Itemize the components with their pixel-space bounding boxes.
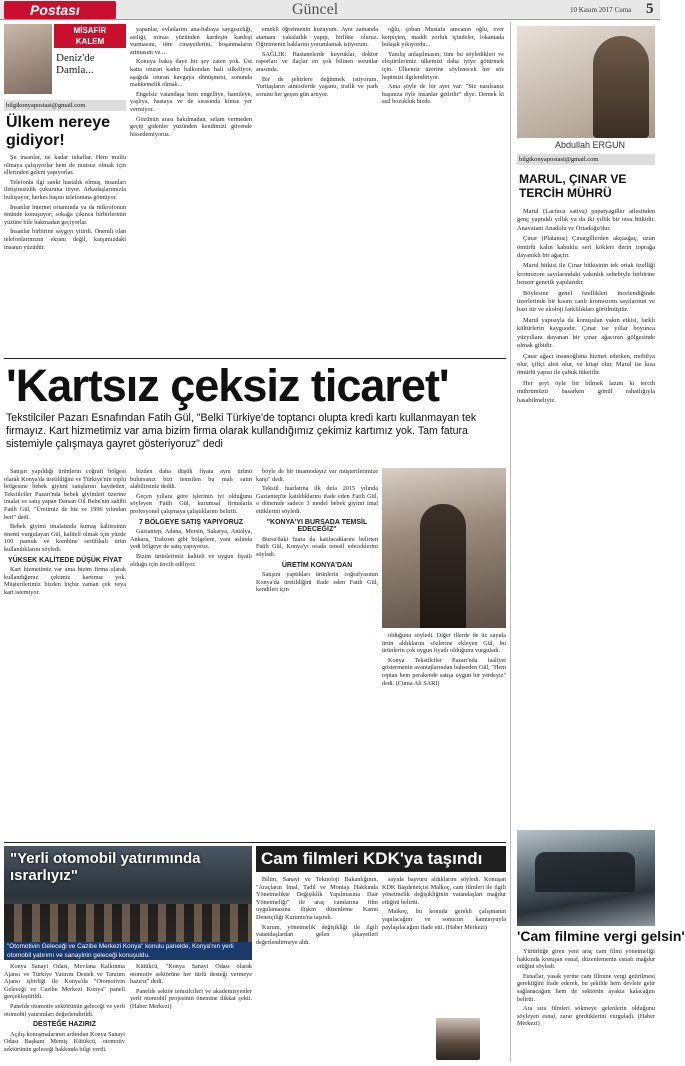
paragraph: SAĞLIK: Hastanelerde kuyruklar, doktor raporları ve ilaçlar en çok bilinen sorunlar arasında.: [256, 50, 378, 73]
right-column: [510, 22, 685, 1062]
car-window: [535, 852, 635, 892]
headline: 'Kartsız çeksiz ticaret': [6, 360, 449, 411]
subheading: YÜKSEK KALİTEDE DÜŞÜK FİYAT: [8, 556, 122, 564]
paragraph: sayıda başvuru aldıklarını söyledi. Konuşan KDK Başdenetçisi Malkoç, cam filmleri ile ilgili yönetmelik değişikliğinin vatandaşları mağdur ettiğini belirtti.: [382, 876, 506, 906]
paragraph: Geçen yıllara göre işlerinin iyi olduğunu söyleyen Fatih Gül, kurumsal firmalarla profesyonel çalışmaya çalıştıklarını belirtti.: [130, 492, 252, 515]
panel-photo: [4, 846, 252, 942]
paragraph: Yürürlüğe giren yeni araç cam filmi yönetmeliği hakkında konuşan esnaf, düzenlemenin esnafı mağdur ettiğini söyledi.: [517, 948, 655, 971]
paragraph: Böylesine genel özellikleri incelendiğinde üzerlerinde bir kısım canlı kromozom sayılarının ve bazı tür ve ekoloji farklılıkları görülmüştür.: [517, 289, 655, 314]
paragraph: Konya Sanayi Odası, Mevlana Kalkınma Ajansı ve Türkiye Yatırım Destek ve Tanıtım Ajansı işbirliği ile Konya'da "Otomotivin Geleceği ve Cazibe Merkezi Konya" paneli gerçekleştirildi.: [4, 963, 125, 1001]
author-name: Deniz'de Damla...: [56, 52, 95, 76]
paragraph: yapanlar, evlatlarını ana-babaya saygısızlığı, asiliği, mirası yüzünden kardeşin kardeşi vurmasını, töre cinayetlerini, boşanmaların artmasını ve...: [130, 26, 252, 56]
paragraph: Gözünün arası bakılmadan, selam vermeden geçip gidenler yüzünden kendimizi güvende hissedemiyoruz.: [130, 115, 252, 138]
paragraph: Panelde otomotiv sektörünün geleceği ve yerli otomobil yatırımları değerlendirildi.: [4, 1002, 125, 1018]
section-title: Güncel: [292, 1, 339, 18]
story-title: 'Cam filmine vergi gelsin': [517, 928, 685, 944]
paragraph: Ama şöyle de bir ayet var: "Siz nasılsanız başınıza öyle insanlar getirilir" diye. Demek ki asıl bozukluk bizde.: [382, 83, 504, 106]
author-email: bilgikonyapostasi@gmail.com: [517, 154, 655, 165]
paragraph: böyle de bir imamodayız var müşterilerimize karşı" dedi.: [256, 468, 378, 483]
person-figure: [420, 504, 466, 628]
kdk-story: [256, 846, 506, 1062]
panel-body-left: [4, 963, 125, 1061]
author-name: Abdullah ERGUN: [555, 140, 626, 150]
paragraph: Marul bitkisi ile Çınar bitkisinin tek ortak özelliği kromozom sayılarındaki yakınlık sebebiyle birbirine benzer genetik yapılarıdır.: [517, 262, 655, 287]
column-title: MARUL, ÇINAR VE TERCİH MÜHRÜ: [519, 172, 627, 200]
paragraph: Kütükcü, "Konya Sanayi Odası olarak otomotiv sektörüne her türlü desteği vermeye hazırız" dedi.: [130, 963, 252, 986]
column-two: [130, 26, 252, 356]
story-body-left: [256, 876, 378, 1060]
column-three: [256, 26, 378, 356]
column-body: [517, 208, 655, 826]
shop-owner-photo: [382, 468, 506, 628]
subheading: 7 BÖLGEYE SATIŞ YAPIYORUZ: [138, 518, 244, 526]
paragraph: Satışını yaptıkları ürünlerin coğrafyasının Konya'da üretildiğini ifade eden Fatih Gül, kendileri için: [256, 571, 378, 594]
paragraph: Her şeyi öyle bir bilmek lazım ki tercih mührümüzü basarken gönül rahatlığıyla basabilmeliyiz.: [517, 379, 655, 404]
paragraph: İnsanlar internet ortamında ya da mikrofonun önünde konuşuyor; sokağa çıkınca birbirlerinin yüzüne bile bakmadan geçiyorlar.: [4, 203, 126, 226]
paragraph: Kart hizmetimiz var ama bizim firma olarak kullandığımız çekimiz kartımız yok. Müşterilerimiz bizden hiçbir zaman çek veya kart istemiyor.: [4, 566, 126, 596]
paragraph: Malkoç, bu konuda gerekli çalışmanın yapılacağını ve sonucun kamuoyuyla paylaşılacağını ifade etti. (Haber Merkezi): [382, 908, 506, 931]
subheading: DESTEĞE HAZIRIZ: [32, 1021, 96, 1029]
guest-label-top: MİSAFİR: [73, 26, 107, 35]
paragraph: Konya Tekstilciler Pazarı'nda faaliyet göstermenin avantajlarından bahseden Gül, "Hem toptan hem perakende satışa uygun bir yerdeyiz" dedi. (Cuma Ali SARI): [382, 656, 506, 687]
paragraph: emekli öğretmenin kuzuyum. Aynı zamanda atamanı yakalatlık yapıp, birlikte oluruz. Öğretmenin haklarını yorumlamak istiyorum.: [256, 26, 378, 49]
paragraph: olduğunu söyledi. Diğer illerde de üz sayıda ürün aldıklarını sözlerine ekleyen Gül, bu ürünlerin çok uygun fiyatlı olduğunu vurguladı.: [382, 632, 506, 655]
paragraph: Yanılış anlaşılmasın; tüm bu söyledikleri ve eleştirilerimiz ülkemizi daha iyiye götürmek için. Ülkemiz üzerine söylenecek her söz hepimizi ilgilendiriyor.: [382, 50, 504, 81]
story-column-four: [382, 468, 506, 840]
logo-text: Postası: [30, 2, 80, 18]
paragraph: Marul (Lactuca sativa) papatyagiller ailesinden genç yapraklı yıllık ya da iki yıllık bir otsu bitkidir. Anavatanı Anadolu ve Ortadoğu'dur.: [517, 208, 655, 232]
paragraph: Bursa'daki fuara da katılacaklarını belirten Fatih Gül, Konya'yı orada temsil edeceklerini söyledi.: [256, 535, 378, 558]
newspaper-logo: [4, 1, 116, 19]
story-body-right: [382, 876, 506, 1016]
paragraph: Çınar (Platanus) Çınargillerden akçaağaç, uzun ömürlü kalın kabuklu sert kökleri derin toprağa dayanıklı bir ağaçtır.: [517, 235, 655, 260]
paragraph: Tekstil fuarlarına ilk defa 2015 yılında Gaziantep'te katıldıklarını ifade eden Fatih Gül, o dönemde sadece 3 model bebek giyimi imal ettiklerini söyledi.: [256, 485, 378, 515]
masthead: [0, 0, 660, 20]
paragraph: Telefonla ilgi sanki hastalık olmuş, insanları iletişimsizlik çukuruna itiyor. Arkadaşlarımızla buluşuyor, herkes başını telefonuna gömüyor.: [4, 178, 126, 201]
official-portrait: [436, 1018, 480, 1060]
tinted-car-photo: [517, 830, 655, 926]
paragraph: Engelsiz vatandaşa hem engelliye, hamileye, yaşlıya, hastaya ve de sırasında kimse yer vermiyor.: [130, 90, 252, 113]
paragraph: Esnaflar, yasak yerine cam filmine vergi getirilmesi gerektiğini ifade ederek, bu şekilde hem devlete gelir sağlanacağını hem de sektörün ayakta kalacağını belirtti.: [517, 972, 655, 1003]
story-column-one: [4, 468, 126, 840]
author-email: bilgikonyapostasi@gmail.com: [4, 100, 126, 111]
paragraph: İnsanlar birbirine saygıyı yitirdi. Önemli olan telefonlarımızın ekranı değil, karşımızdaki insanın yüzüdür.: [4, 228, 126, 251]
paragraph: bizden daha düşük fiyata aynı ürünü bulursanız bizi temsilen bu malı satın alabilirsiniz dedik.: [130, 468, 252, 491]
paragraph: Bebek giyimi imalatında kumaş kalitesinin önemi vurgulayan Gül, kaliteli olmak için yüzde 100 pamuk ve kombine sertifikalı ürün kullandıklarını söyledi.: [4, 523, 126, 553]
paragraph: Çınar ağacı insanoğluna hizmet ederken, mobilya olur, çiftçi aleti olur, ve kitap olur. Marul ise kısa ömürlü yapısı ile çabuk tüketilir.: [517, 352, 655, 377]
story-column-three: [256, 468, 378, 840]
headline-deck: Tekstilciler Pazarı Esnafından Fatih Gül, "Belki Türkiye'de toptancı olupta kredi kartı kullanmayan tek firmayız. Kart hizmetimiz var ama bizim firma olarak kullandığımız çekimiz kartımız yok. Tam fatura sistemiyle çalışmaya gayret gösteriyoruz" dedi: [6, 412, 477, 450]
paragraph: Panelde sektör temsilcileri ve akademisyenler yerli otomobil projesinin önemine dikkat çekti. (Haber Merkezi): [130, 987, 252, 1010]
paragraph: Marul yapısıyla da konuşulan yakın etkisi, farklı kültürlerin kaygısıdır. Çınar ise yıllar boyunca yüzyıllara dayanan bir çınar ağacının gölgesinde olmak gibidir.: [517, 316, 655, 350]
author-photo: [517, 26, 655, 138]
column-body: [4, 154, 126, 356]
paragraph: Konuya bakış daye bir şey zaten yok. Üst katta oturan kadın balkondan hali silkeliyor, aşağıda oturan kavgaya dönüşmesi, sonunda mahkemelik olmak...: [130, 58, 252, 89]
story-body: [517, 948, 655, 1060]
panel-body-right: [130, 963, 252, 1061]
guest-label-bottom: KALEM: [75, 37, 105, 46]
page-number: 5: [646, 1, 654, 17]
story-column-two: [130, 468, 252, 840]
subheading: "KONYA'YI BURSADA TEMSİL EDECEĞİZ": [266, 518, 368, 534]
paragraph: oğlu, çoban Mustafa amcanın oğlu, ever kerpiçten, maddi zorluk içindeler, lokantada bulaşık yıkıyordu...: [382, 26, 504, 49]
paragraph: Ara sıra filmleri sökmeye gelenlerin olduğunu söyleyen esnaf, zarar gördüklerini vurguladı. (Haber Merkezi): [517, 1005, 655, 1028]
column-four: [382, 26, 504, 356]
paragraph: Bilim, Sanayi ve Teknoloji Bakanlığının, "Araçların İmal, Tadil ve Montajı Hakkında Yönetmelikte Değişiklik Yapılmasına Dair Yönetmeliği" ile araç camlarına film uygulamasına ilişkin düzenleme Kamu Denetçiliği Kurumu'na taşındı.: [256, 876, 378, 921]
paragraph: Satışın yapıldığı ürünlerin coğrafi bölgesi olarak Konya'da üretildiğini ve Türkiye'nin toplu bölgesine bebek giyimi satışlarını kaydeden, Tekstilciler Pazarı'nda bebek giyimleri üzerine imalat ve satış yapan Darsan Oil Bebe'nin sahibi Fatih Gül, "Üretimiz de biz ve 1996 yılından beri" dedi.: [4, 468, 126, 521]
author-portrait: [593, 36, 649, 138]
photo-title: "Yerli otomobil yatırımında ısrarlıyız": [10, 850, 201, 884]
column-title: Ülkem nereye gidiyor!: [6, 114, 111, 149]
divider: [4, 842, 506, 843]
audience-row: [4, 904, 252, 942]
guest-label: [54, 24, 126, 48]
paragraph: Kurum, yönetmelik değişikliği ile ilgili vatandaşlardan gelen şikayetleri değerlendirmeye aldı.: [256, 923, 378, 946]
photo-caption: "Otomotivin Geleceği ve Cazibe Merkezi Konya" konulu panelde, Konya'nın yerli otomobil yatırımı ve sanayinin geleceği konuşuldu.: [4, 942, 252, 960]
guest-column: [4, 22, 126, 357]
issue-date: 10 Kasım 2017 Cuma: [570, 6, 632, 14]
subheading: ÜRETİM KONYA'DAN: [281, 561, 353, 569]
panel-story: [4, 846, 252, 1062]
paragraph: Şu insanlar, ne kadar tuhaflar. Hem mutlu olmaya çalışıyorlar hem de mutsuz olmak için ellerinden geleni yapıyorlar.: [4, 154, 126, 177]
paragraph: Bir de şehirlere değinmek istiyorum. Yurttaşların atmosferde yaşamı, trafik ve park sorunu her geçen gün artıyor.: [256, 75, 378, 98]
author-photo: [4, 24, 52, 94]
paragraph: Bizim ürünlerimiz kaliteli ve uygun fiyatlı olduğu için tercih ediliyor.: [130, 552, 252, 568]
story-title: Cam filmleri KDK'ya taşındı: [256, 846, 506, 872]
paragraph: Gaziantep, Adana, Mersin, Sakarya, Antalya, Ankara, Trabzon gibi bölgelere, yani aslında yedi bölgeye de satış yapıyoruz.: [130, 528, 252, 551]
divider: [4, 358, 506, 359]
story-body: [382, 632, 506, 838]
paragraph: Açılış konuşmalarının ardından Konya Sanayi Odası Başkanı Memiş Kütükcü, otomotiv sektörünün geleceği hakkında bilgi verdi.: [4, 1030, 125, 1053]
